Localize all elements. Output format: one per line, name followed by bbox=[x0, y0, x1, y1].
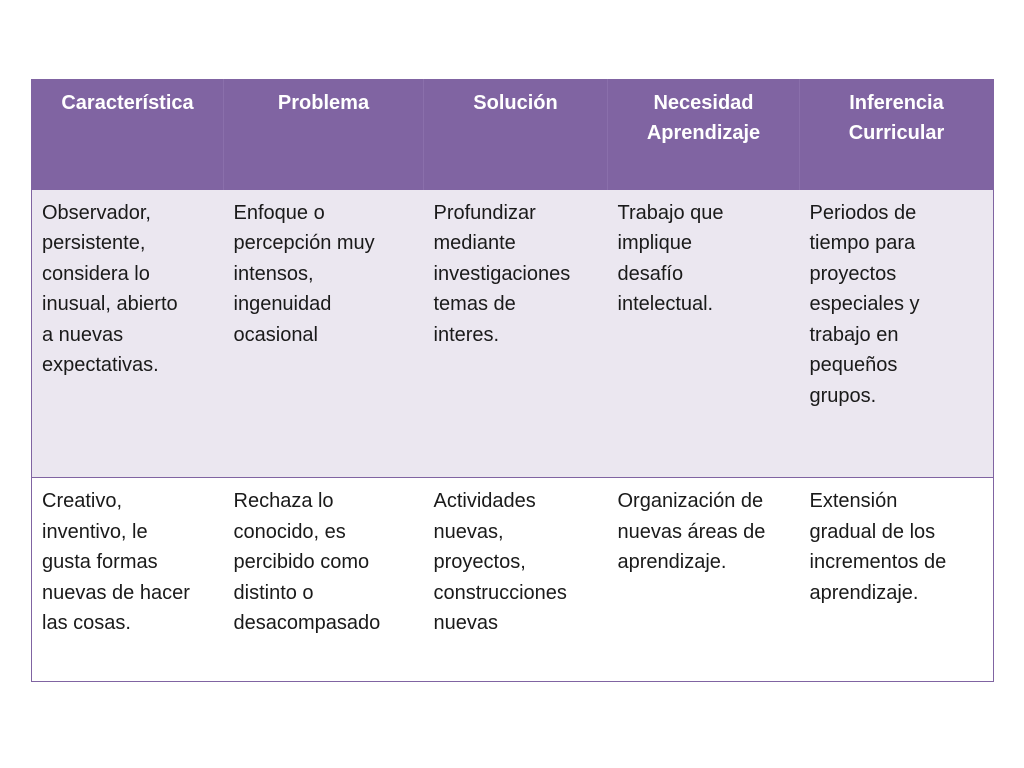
table-cell: Organización de nuevas áreas de aprendizaje. bbox=[617, 490, 766, 573]
table-cell: Enfoque o percepción muy intensos, ingenuidad ocasional bbox=[224, 190, 424, 478]
table-cell: Observador, persistente, considera lo inusual, abierto a nuevas expectativas. bbox=[32, 190, 224, 478]
comparison-table bbox=[31, 79, 994, 682]
table-cell: Trabajo que implique desafío intelectual. bbox=[608, 190, 800, 478]
table-cell: Rechaza lo conocido, es percibido como distinto o desacompasado bbox=[233, 490, 381, 634]
table-row bbox=[32, 478, 994, 682]
table-row bbox=[32, 190, 994, 478]
table-cell: Periodos de tiempo para proyectos especiales y trabajo en pequeños grupos. bbox=[800, 190, 994, 478]
table-cell: Creativo, inventivo, le gusta formas nuevas de hacer las cosas. bbox=[42, 490, 190, 634]
header-problema: Problema bbox=[224, 80, 424, 190]
header-solucion: Solución bbox=[424, 80, 608, 190]
table-cell: Profundizar mediante investigaciones temas de interes. bbox=[424, 190, 608, 478]
header-caracteristica: Característica bbox=[61, 92, 194, 114]
table-cell: Extensión gradual de los incrementos de aprendizaje. bbox=[809, 490, 947, 604]
header-necesidad-aprendizaje: Necesidad Aprendizaje bbox=[608, 80, 800, 190]
header-inferencia-curricular: Inferencia Curricular bbox=[800, 80, 994, 190]
table-cell: Actividades nuevas, proyectos, construcciones nuevas bbox=[433, 490, 567, 634]
table-header-row bbox=[32, 80, 994, 190]
